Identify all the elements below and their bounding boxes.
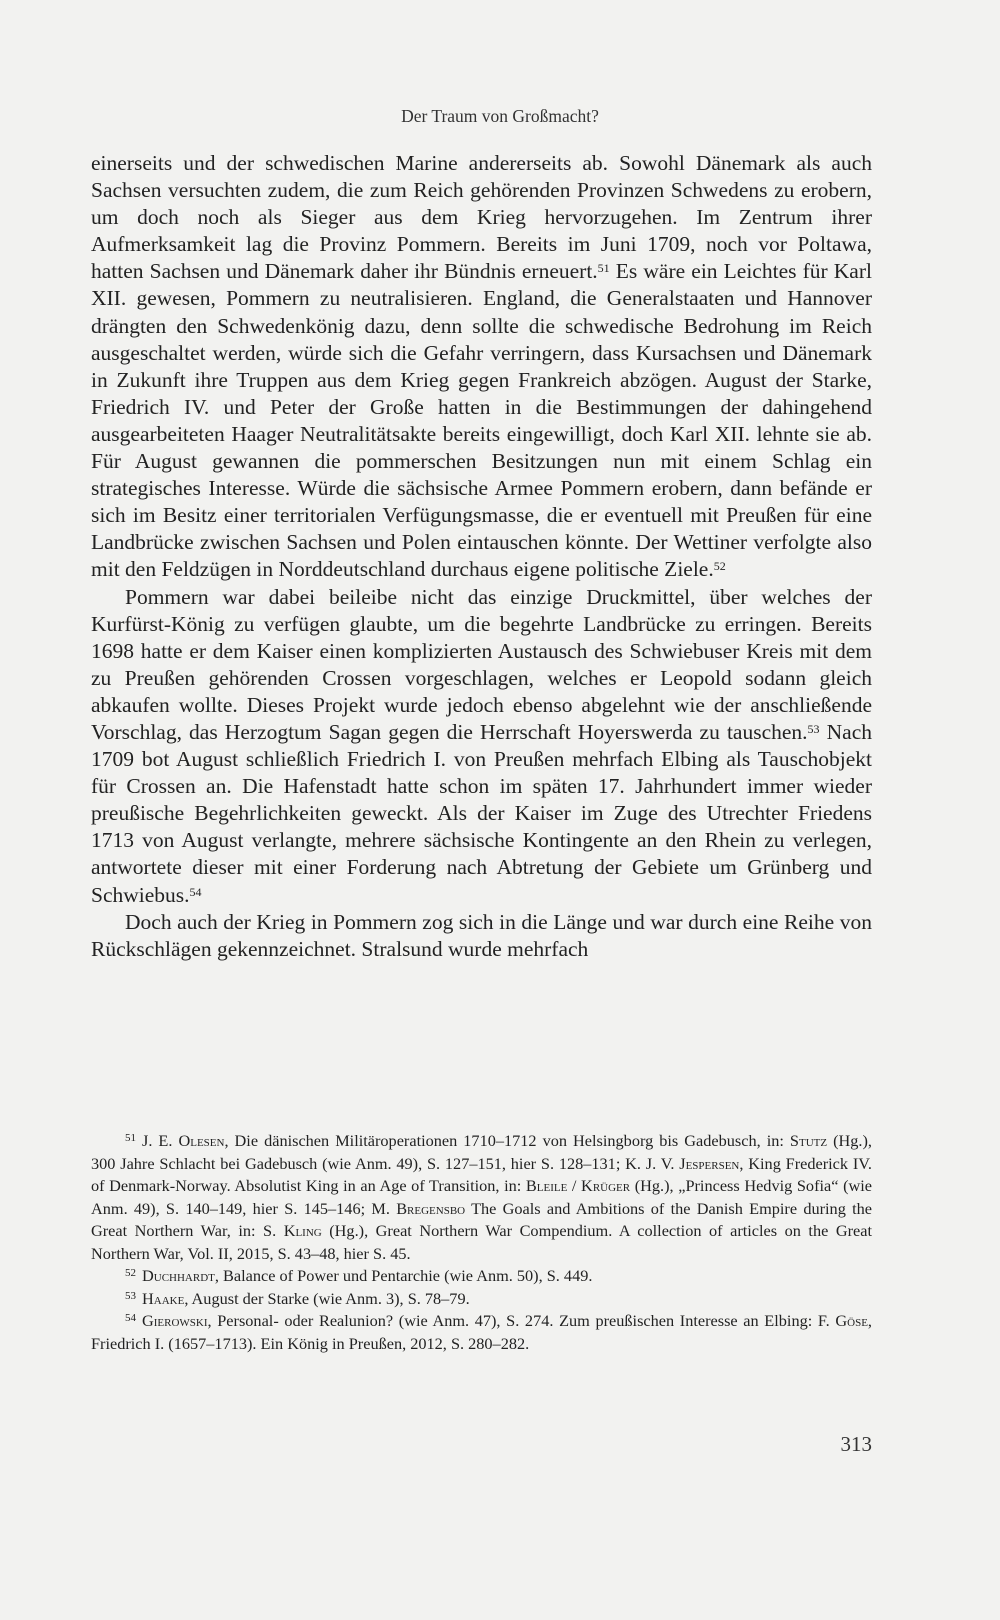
footnote-text: J. E. — [142, 1131, 179, 1150]
footnote-ref-53[interactable]: 53 — [807, 721, 820, 736]
footnote-ref-51[interactable]: 51 — [597, 261, 610, 276]
author-name: Haake — [142, 1288, 185, 1308]
footnote-text: , Friedrich I. (1657–1713). Ein König in Preußen, 2012, S. 280–282. — [91, 1311, 872, 1353]
paragraph-text: Pommern war dabei beileibe nicht das einzige Druckmittel, über welches der Kurfürst-König zu verfügen glaubte, um die begehrte Landbrücke zu erringen. Bereits 1698 hatte er dem Kaiser einen komplizierten Austausch des Schwiebuser Kreis mit dem zu Preußen gehörenden Crossen vorgeschlagen, welches er Leopold sodann gleich abkaufen wollte. Dieses Projekt wurde jedoch ebenso abgelehnt wie der anschließende Vorschlag, das Herzogtum Sagan gegen die Herrschaft Hoyerswerda zu tauschen. — [91, 584, 872, 744]
author-name: Jespersen — [679, 1153, 740, 1173]
footnote-52 — [91, 1265, 872, 1288]
footnote-number: 54 — [125, 1312, 136, 1324]
author-name: Bregensbo — [396, 1198, 466, 1218]
footnote-text: (Hg.), Great Northern War Compendium. A collection of articles on the Great Northern War, Vol. II, 2015, S. 43–48, hier S. 45. — [91, 1221, 872, 1263]
author-name: Bleile / Krüger — [525, 1176, 631, 1195]
paragraph-text: einerseits und der schwedischen Marine andererseits ab. Sowohl Dänemark als auch Sachsen versuchten zudem, die zum Reich gehörenden Provinzen Schwedens zu erobern, um doch noch als Sieger aus dem Krieg hervorzugehen. Im Zentrum ihrer Aufmerksamkeit lag die Provinz Pommern. Bereits im Juni 1709, noch vor Poltawa, hatten Sachsen und Dänemark daher ihr Bündnis erneuert. — [91, 151, 872, 284]
footnote-text: , King Frederick IV. of Denmark-Norway. Absolutist King in an Age of Transition, in: — [91, 1153, 872, 1195]
footnote-51 — [91, 1130, 872, 1265]
footnote-53 — [91, 1288, 872, 1311]
footnote-text: , Personal- oder Realunion? (wie Anm. 47), S. 274. Zum preußischen Interesse an Elbing: F. — [207, 1311, 836, 1330]
author-name: Duchhardt — [142, 1266, 215, 1285]
footnote-text: , August der Starke (wie Anm. 3), S. 78–79. — [184, 1288, 470, 1308]
paragraph-text: Nach 1709 bot August schließlich Friedrich I. von Preußen mehrfach Elbing als Tauschobjekt für Crossen an. Die Hafenstadt hatte schon im späten 17. Jahrhundert immer wieder preußische Begehrlichkeiten geweckt. Als der Kaiser im Zuge des Utrechter Friedens 1713 von August verlangte, mehrere sächsische Kontingente an den Rhein zu verlegen, antwortete dieser mit einer Forderung nach Abtretung der Gebiete um Grünberg und Schwiebus. — [91, 719, 872, 907]
author-name: Stutz — [789, 1131, 828, 1150]
author-name: Göse — [835, 1311, 868, 1330]
footnote-ref-52[interactable]: 52 — [713, 559, 726, 574]
paragraph-text: Doch auch der Krieg in Pommern zog sich in die Länge und war durch eine Reihe von Rückschlägen gekennzeichnet. Stralsund wurde mehrfach — [91, 909, 872, 961]
running-head: Der Traum von Großmacht? — [401, 106, 599, 126]
paragraph-3 — [91, 909, 872, 963]
footnote-ref-54[interactable]: 54 — [189, 884, 202, 899]
footnote-text: , Die dänischen Militäroperationen 1710–1712 von Helsingborg bis Gadebusch, in: — [224, 1131, 790, 1150]
footnote-text: (Hg.), 300 Jahre Schlacht bei Gadebusch (wie Anm. 49), S. 127–151, hier S. 128–131; K. J. V. — [91, 1131, 872, 1173]
paragraph-2 — [91, 584, 872, 909]
author-name: Olesen — [178, 1131, 225, 1150]
footnote-54 — [91, 1310, 872, 1355]
footnote-number: 51 — [125, 1132, 136, 1144]
footnote-text: (Hg.), „Princess Hedvig Sofia“ (wie Anm. 49), S. 140–149, hier S. 145–146; M. — [91, 1176, 873, 1218]
footnote-number: 52 — [125, 1267, 136, 1279]
author-name: Gierowski — [142, 1311, 208, 1330]
main-text — [91, 150, 872, 963]
footnote-text: , Balance of Power und Pentarchie (wie Anm. 50), S. 449. — [214, 1266, 593, 1285]
footnote-number: 53 — [125, 1289, 136, 1302]
paragraph-1 — [91, 150, 872, 584]
author-name: Kling — [283, 1221, 322, 1240]
paragraph-text: Es wäre ein Leichtes für Karl XII. gewesen, Pommern zu neutralisieren. England, die Generalstaaten und Hannover drängten den Schwedenkönig dazu, denn sollte die schwedische Bedrohung im Reich ausgeschaltet werden, würde sich die Gefahr verringern, dass Kursachsen und Dänemark in Zukunft ihre Truppen aus dem Krieg gegen Frankreich abzögen. August der Starke, Friedrich IV. und Peter der Große hatten in die Bestimmungen der dahingehend ausgearbeiteten Haager Neutralitätsakte bereits eingewilligt, doch Karl XII. lehnte sie ab. Für August gewannen die pommerschen Besitzungen nun mit einem Schlag ein strategisches Interesse. Würde die sächsische Armee Pommern erobern, dann befände er sich im Besitz einer territorialen Verfügungsmasse, die er eventuell mit Preußen für eine Landbrücke zwischen Sachsen und Polen eintauschen könnte. Der Wettiner verfolgte also mit den Feldzügen in Norddeutschland durchaus eigene politische Ziele. — [91, 259, 872, 582]
footnote-text: The Goals and Ambitions of the Danish Empire during the Great Northern War, in: S. — [91, 1198, 872, 1240]
page-number: 313 — [840, 1432, 872, 1456]
footnotes — [91, 1130, 872, 1355]
